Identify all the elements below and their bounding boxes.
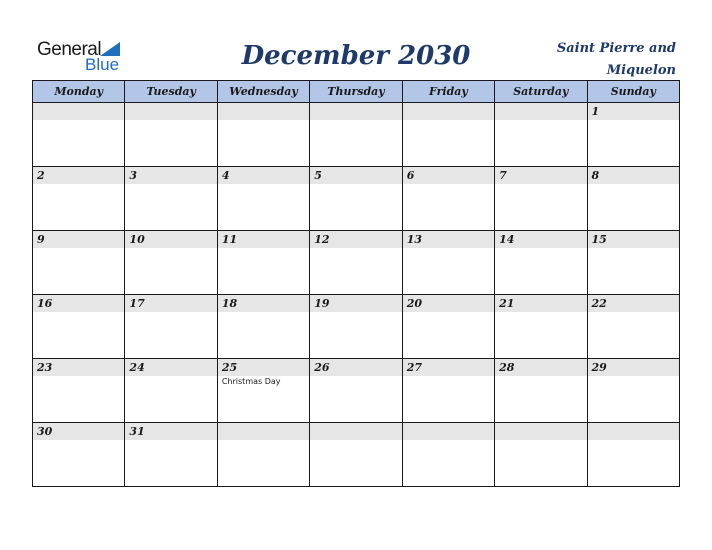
empty-day-cell: [33, 103, 125, 167]
day-cell: [217, 295, 309, 359]
day-number: 30: [33, 423, 124, 440]
week-row: [33, 231, 680, 295]
day-cell: [125, 423, 217, 487]
day-cell: [402, 231, 494, 295]
empty-day-cell: [495, 103, 587, 167]
day-cell: [587, 359, 679, 423]
day-cell: [125, 295, 217, 359]
day-number: 22: [588, 295, 679, 312]
day-number: 29: [588, 359, 679, 376]
day-number: 16: [33, 295, 124, 312]
day-number: 14: [495, 231, 586, 248]
weekday-header-row: [33, 81, 680, 103]
day-cell: [33, 231, 125, 295]
day-number: [403, 423, 494, 440]
week-row: [33, 359, 680, 423]
week-row: [33, 423, 680, 487]
day-number: 17: [125, 295, 216, 312]
weekday-header: Thursday: [310, 81, 402, 103]
day-number: 12: [310, 231, 401, 248]
empty-day-cell: [125, 103, 217, 167]
weekday-header: Saturday: [495, 81, 587, 103]
empty-day-cell: [587, 423, 679, 487]
day-cell: [495, 167, 587, 231]
day-cell: [310, 295, 402, 359]
day-number: 4: [218, 167, 309, 184]
week-row: [33, 167, 680, 231]
empty-day-cell: [495, 423, 587, 487]
holiday-label: Christmas Day: [221, 377, 281, 386]
day-number: 19: [310, 295, 401, 312]
week-row: [33, 103, 680, 167]
day-number: 20: [403, 295, 494, 312]
weekday-header: Sunday: [587, 81, 679, 103]
empty-day-cell: [310, 423, 402, 487]
week-row: [33, 295, 680, 359]
day-number: 23: [33, 359, 124, 376]
day-number: 27: [403, 359, 494, 376]
empty-day-cell: [217, 423, 309, 487]
weekday-header: Monday: [33, 81, 125, 103]
day-number: 25: [218, 359, 309, 376]
day-number: [495, 103, 586, 120]
calendar-body: [33, 103, 680, 487]
day-cell: [33, 167, 125, 231]
day-cell: [33, 295, 125, 359]
day-number: 8: [588, 167, 679, 184]
day-cell: [587, 231, 679, 295]
day-number: [403, 103, 494, 120]
day-number: 11: [218, 231, 309, 248]
day-cell: [495, 231, 587, 295]
day-number: 6: [403, 167, 494, 184]
day-cell: [402, 167, 494, 231]
region-name: Saint Pierre and Miquelon: [556, 41, 676, 78]
logo-flag-icon: [100, 42, 120, 56]
day-cell: [33, 359, 125, 423]
day-cell: [495, 359, 587, 423]
day-number: [218, 423, 309, 440]
day-number: [588, 423, 679, 440]
day-number: 24: [125, 359, 216, 376]
day-number: 3: [125, 167, 216, 184]
day-cell: [402, 295, 494, 359]
day-number: 9: [33, 231, 124, 248]
empty-day-cell: [217, 103, 309, 167]
day-cell: [402, 359, 494, 423]
logo-blue-text: Blue: [85, 55, 120, 74]
day-number: 7: [495, 167, 586, 184]
day-number: 5: [310, 167, 401, 184]
day-cell: [587, 103, 679, 167]
day-number: 10: [125, 231, 216, 248]
day-number: [310, 103, 401, 120]
day-number: [33, 103, 124, 120]
day-cell: [587, 167, 679, 231]
day-cell: [125, 167, 217, 231]
weekday-header: Wednesday: [217, 81, 309, 103]
empty-day-cell: [402, 103, 494, 167]
weekday-header: Friday: [402, 81, 494, 103]
day-number: [218, 103, 309, 120]
day-number: 15: [588, 231, 679, 248]
day-cell: [587, 295, 679, 359]
day-number: 13: [403, 231, 494, 248]
logo-general-text: General: [37, 39, 102, 60]
day-cell: [217, 167, 309, 231]
weekday-header: Tuesday: [125, 81, 217, 103]
day-cell: [125, 359, 217, 423]
day-cell: [217, 359, 309, 423]
day-cell: [125, 231, 217, 295]
day-number: [125, 103, 216, 120]
day-cell: [310, 167, 402, 231]
day-cell: [310, 359, 402, 423]
day-number: 21: [495, 295, 586, 312]
day-cell: [33, 423, 125, 487]
day-number: 2: [33, 167, 124, 184]
day-number: 26: [310, 359, 401, 376]
empty-day-cell: [310, 103, 402, 167]
day-number: 28: [495, 359, 586, 376]
day-number: [495, 423, 586, 440]
calendar-grid: [32, 80, 680, 487]
empty-day-cell: [402, 423, 494, 487]
calendar-title: December 2030: [241, 41, 471, 71]
logo: [37, 40, 127, 74]
day-cell: [310, 231, 402, 295]
day-number: 1: [588, 103, 679, 120]
day-number: [310, 423, 401, 440]
day-cell: [495, 295, 587, 359]
day-number: 31: [125, 423, 216, 440]
day-number: 18: [218, 295, 309, 312]
day-cell: [217, 231, 309, 295]
